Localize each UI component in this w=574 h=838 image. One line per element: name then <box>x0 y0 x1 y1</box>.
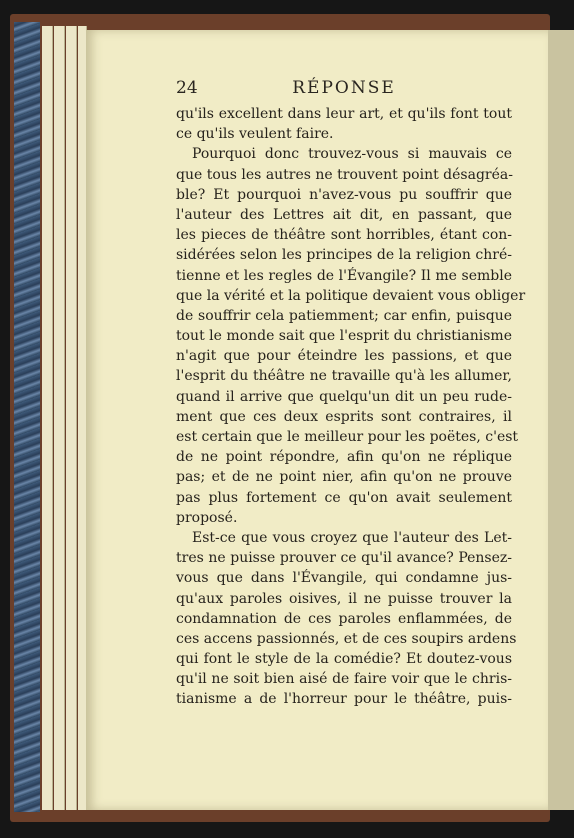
marbled-endpaper <box>14 22 40 812</box>
text-line: pas; et de ne point nier, afin qu'on ne prouve <box>176 469 512 486</box>
text-line: tres ne puisse prouver ce qu'il avance? Pensez- <box>176 550 512 567</box>
text-line: qu'ils excellent dans leur art, et qu'ils font tout <box>176 106 512 122</box>
text-line: qui font le style de la comédie? Et doutez-vous <box>176 651 512 668</box>
text-line: tianisme a de l'horreur pour le théâtre, puis- <box>176 691 512 708</box>
text-line: qu'il ne soit bien aisé de faire voir que le chris- <box>176 671 512 688</box>
text-line: que la vérité et la politique devaient vous obliger <box>176 287 526 304</box>
text-line: quand il arrive que quelqu'un dit un peu rude- <box>176 388 512 405</box>
text-line: ment que ces deux esprits sont contraires, il <box>176 408 512 425</box>
text-line: sidérées selon les principes de la religion chré- <box>176 247 512 264</box>
text-line: ble? Et pourquoi n'avez-vous pu souffrir que <box>176 186 512 203</box>
text-line: ces accens passionnés, et de ces soupirs ardens <box>176 630 517 647</box>
text-line: tienne et les regles de l'Évangile? Il me semble <box>176 267 512 284</box>
text-line: ce qu'ils veulent faire. <box>176 126 334 143</box>
page-edge <box>54 26 65 810</box>
text-line: de souffrir cela patiemment; car enfin, puisque <box>176 307 512 324</box>
text-line: tout le monde sait que l'esprit du christianisme <box>176 328 512 345</box>
text-line: est certain que le meilleur pour les poëtes, c'est <box>176 429 519 445</box>
page-header <box>176 78 512 102</box>
page-edge <box>66 26 77 810</box>
running-head: RÉPONSE <box>292 78 396 98</box>
text-line: pas plus fortement ce qu'on avait seulement <box>176 489 512 506</box>
text-line: qu'aux paroles oisives, il ne puisse trouver la <box>176 590 512 607</box>
text-line: proposé. <box>176 509 238 526</box>
text-line: Pourquoi donc trouvez-vous si mauvais ce <box>192 146 512 163</box>
body-text <box>176 104 526 710</box>
text-line: vous que dans l'Évangile, qui condamne jus- <box>176 570 512 587</box>
text-line: Est-ce que vous croyez que l'auteur des Let- <box>192 529 512 546</box>
text-line: l'esprit du théâtre ne travaille qu'à les allumer, <box>176 368 512 385</box>
page-number: 24 <box>176 78 198 98</box>
text-line: de ne point répondre, afin qu'on ne réplique <box>176 449 512 466</box>
text-line: que tous les autres ne trouvent point désagréa- <box>176 166 513 183</box>
text-line: les pieces de théâtre sont horribles, étant con- <box>176 227 512 244</box>
page-edge <box>42 26 53 810</box>
text-line: l'auteur des Lettres ait dit, en passant, que <box>176 206 512 223</box>
text-line: n'agit que pour éteindre les passions, et que <box>176 348 512 365</box>
text-line: condamnation de ces paroles enflammées, de <box>176 610 512 627</box>
